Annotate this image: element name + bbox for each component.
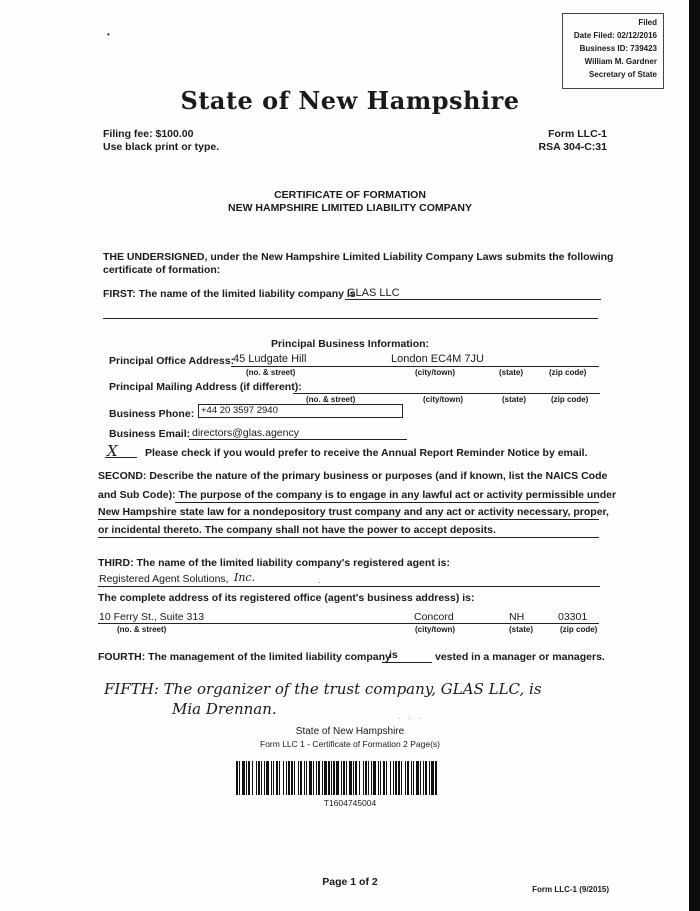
office-street-value: 45 Ludgate Hill — [233, 353, 307, 365]
barcode-bar — [313, 761, 314, 795]
reminder-checkbox-line — [105, 457, 137, 458]
barcode-bar — [346, 761, 347, 795]
barcode-bar — [273, 761, 274, 795]
barcode-bar — [286, 761, 287, 795]
company-name-value: GLAS LLC — [347, 287, 400, 299]
barcode-bar — [252, 761, 253, 795]
rsa-reference: RSA 304-C:31 — [538, 141, 607, 153]
barcode-bar — [283, 761, 284, 795]
registered-office-label: The complete address of its registered office (agent's business address) is: — [98, 592, 475, 604]
registered-city-caption: (city/town) — [415, 625, 455, 634]
mailing-address-label: Principal Mailing Address (if different): — [109, 381, 302, 393]
footer-state: State of New Hampshire — [295, 726, 405, 737]
barcode-bar — [256, 761, 257, 795]
registered-agent-handwritten: Inc. — [234, 571, 256, 584]
company-name-line-2 — [103, 318, 598, 319]
barcode-bar — [413, 761, 414, 795]
barcode-bar — [324, 761, 327, 795]
registered-agent-value: Registered Agent Solutions, — [99, 573, 229, 585]
footer-form-pages: Form LLC 1 - Certificate of Formation 2 Page(s) — [260, 739, 440, 749]
filing-stamp — [562, 13, 664, 89]
barcode-bar — [365, 761, 367, 795]
business-phone-label: Business Phone: — [109, 408, 195, 420]
barcode-bar — [363, 761, 364, 795]
barcode-bar — [359, 761, 360, 795]
barcode-bar — [322, 761, 323, 795]
barcode-bar — [355, 761, 357, 795]
barcode-bar — [420, 761, 421, 795]
undersigned-line2: certificate of formation: — [103, 264, 221, 276]
office-street-caption: (no. & street) — [246, 368, 296, 377]
scan-speck: • — [107, 30, 110, 39]
registered-city-value: Concord — [414, 611, 454, 623]
barcode-bar — [353, 761, 354, 795]
registered-street-value: 10 Ferry St., Suite 313 — [99, 611, 205, 623]
barcode-bar — [298, 761, 299, 795]
second-line1: SECOND: Describe the nature of the primary business or purposes (and if known, list the NAICS Code — [98, 470, 608, 482]
barcode-bar — [341, 761, 342, 795]
barcode-bar — [425, 761, 427, 795]
registered-agent-line — [98, 586, 600, 587]
barcode-bar — [378, 761, 379, 795]
business-email-value: directors@glas.agency — [192, 427, 299, 439]
registered-zip-caption: (zip code) — [560, 625, 598, 634]
business-email-line — [189, 439, 407, 440]
barcode-bar — [266, 761, 269, 795]
barcode-bar — [401, 761, 402, 795]
scan-specks-3: . . . — [398, 712, 425, 721]
barcode-bar — [343, 761, 345, 795]
barcode-bar — [368, 761, 369, 795]
barcode-bar — [429, 761, 430, 795]
barcode-bar — [258, 761, 260, 795]
fourth-suffix: vested in a manager or managers. — [435, 651, 605, 663]
barcode-bar — [371, 761, 372, 795]
barcode-bar — [395, 761, 397, 795]
reminder-checkbox-mark: X — [107, 442, 118, 460]
second-line2: and Sub Code): The purpose of the company is to engage in any lawful act or activity permissible under — [98, 489, 617, 501]
barcode-bar — [423, 761, 424, 795]
business-phone-value: +44 20 3597 2940 — [201, 405, 278, 416]
barcode-bar — [309, 761, 312, 795]
print-instruction: Use black print or type. — [103, 141, 220, 153]
barcode-number: T1604745004 — [323, 798, 377, 808]
barcode-bar — [279, 761, 280, 795]
barcode-bar — [373, 761, 376, 795]
page-number: Page 1 of 2 — [322, 876, 378, 888]
stamp-secretary-name: William M. Gardner — [584, 57, 657, 66]
barcode-bar — [304, 761, 305, 795]
barcode-bar — [264, 761, 265, 795]
fourth-label: FOURTH: The management of the limited liability company — [98, 651, 391, 663]
mailing-city-caption: (city/town) — [423, 395, 463, 404]
state-title: State of New Hampshire — [180, 86, 520, 115]
fourth-value: is — [389, 649, 398, 661]
barcode-bar — [261, 761, 262, 795]
office-city-value: London EC4M 7JU — [391, 353, 484, 365]
barcode-bar — [380, 761, 381, 795]
fifth-handwritten-line1: FIFTH: The organizer of the trust company, GLAS LLC, is — [104, 680, 542, 698]
reminder-notice-text: Please check if you would prefer to receive the Annual Report Reminder Notice by email. — [145, 447, 588, 459]
office-zip-caption: (zip code) — [549, 368, 587, 377]
fifth-handwritten-line2: Mia Drennan. — [172, 700, 277, 718]
office-state-caption: (state) — [499, 368, 524, 377]
second-line4: or incidental thereto. The company shall not have the power to accept deposits. — [98, 524, 496, 536]
company-name-line — [345, 299, 601, 300]
certificate-subtitle: NEW HAMPSHIRE LIMITED LIABILITY COMPANY — [227, 202, 473, 214]
stamp-filed: Filed — [638, 18, 657, 27]
barcode-bar — [328, 761, 330, 795]
undersigned-line1: THE UNDERSIGNED, under the New Hampshire Limited Liability Company Laws submits the following — [103, 251, 614, 263]
barcode-bar — [246, 761, 247, 795]
second-line3: New Hampshire state law for a nondepository trust company and any act or activity necessary, proper, — [98, 506, 609, 518]
third-label: THIRD: The name of the limited liability company's registered agent is: — [98, 557, 450, 569]
barcode-bar — [288, 761, 290, 795]
barcode-bar — [407, 761, 409, 795]
office-city-caption: (city/town) — [415, 368, 455, 377]
certificate-title: CERTIFICATE OF FORMATION — [274, 189, 426, 201]
barcode-bar — [294, 761, 295, 795]
barcode-bar — [242, 761, 245, 795]
barcode-bar — [248, 761, 250, 795]
barcode-bar — [435, 761, 437, 795]
mailing-zip-caption: (zip code) — [551, 395, 589, 404]
form-number: Form LLC-1 — [548, 128, 607, 140]
barcode — [236, 761, 438, 795]
second-line3-rule — [98, 519, 599, 520]
registered-street-caption: (no. & street) — [117, 625, 167, 634]
barcode-bar — [306, 761, 307, 795]
barcode-bar — [276, 761, 278, 795]
barcode-bar — [349, 761, 352, 795]
footer-form-revision: Form LLC-1 (9/2015) — [532, 885, 609, 894]
scan-edge — [689, 0, 700, 911]
barcode-bar — [271, 761, 272, 795]
stamp-secretary-title: Secretary of State — [588, 70, 657, 79]
second-line4-rule — [98, 537, 599, 538]
barcode-bar — [431, 761, 434, 795]
barcode-bar — [300, 761, 302, 795]
barcode-bar — [386, 761, 387, 795]
filing-fee: Filing fee: $100.00 — [103, 128, 194, 140]
mailing-state-caption: (state) — [502, 395, 527, 404]
barcode-bar — [336, 761, 339, 795]
principal-heading: Principal Business Information: — [270, 338, 430, 350]
office-address-line — [231, 366, 599, 367]
barcode-bar — [405, 761, 406, 795]
barcode-bar — [318, 761, 320, 795]
second-line2-rule — [175, 502, 599, 503]
business-phone-box — [198, 404, 403, 418]
barcode-bar — [416, 761, 419, 795]
registered-state-caption: (state) — [509, 625, 534, 634]
barcode-bar — [411, 761, 412, 795]
registered-address-line — [98, 623, 599, 624]
barcode-bar — [390, 761, 391, 795]
mailing-address-line — [293, 393, 600, 394]
principal-office-label: Principal Office Address: — [109, 355, 235, 367]
barcode-bar — [333, 761, 335, 795]
first-label: FIRST: The name of the limited liability company is — [103, 288, 356, 300]
stamp-business-id: Business ID: 739423 — [579, 44, 657, 53]
barcode-bar — [239, 761, 240, 795]
barcode-bar — [291, 761, 293, 795]
barcode-bar — [331, 761, 332, 795]
mailing-street-caption: (no. & street) — [306, 395, 356, 404]
registered-zip-value: 03301 — [558, 611, 588, 623]
barcode-bar — [398, 761, 400, 795]
stamp-date-filed: Date Filed: 02/12/2016 — [573, 31, 657, 40]
barcode-bar — [383, 761, 385, 795]
barcode-bar — [316, 761, 317, 795]
scan-speck-2: . — [318, 576, 321, 585]
business-email-label: Business Email: — [109, 428, 191, 440]
fourth-value-line — [382, 662, 432, 663]
registered-state-value: NH — [509, 611, 525, 623]
barcode-bar — [236, 761, 238, 795]
barcode-bar — [393, 761, 394, 795]
